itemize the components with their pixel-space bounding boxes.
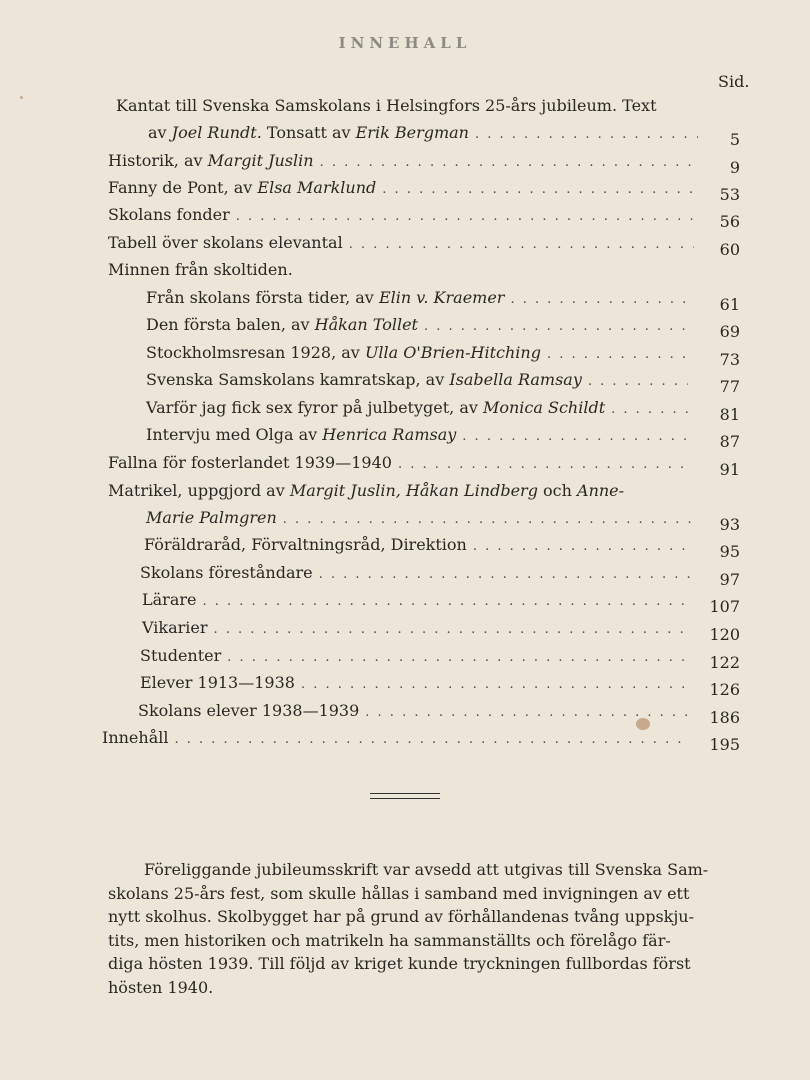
dot-leader <box>473 539 694 554</box>
dot-leader <box>547 347 694 362</box>
toc-entry-text: Från skolans första tider, av <box>146 288 379 307</box>
dot-leader <box>236 209 698 224</box>
toc-entry <box>138 701 694 725</box>
paragraph-line: nytt skolhus. Skolbygget har på grund av förhållandenas tvång uppskju- <box>108 907 695 926</box>
toc-entry-title <box>140 673 295 692</box>
paragraph-line: diga hösten 1939. Till följd av kriget kunde tryckningen fullbordas först <box>108 954 691 973</box>
toc-entry-title <box>108 260 293 279</box>
toc-entry-author: Ulla O'Brien-Hitching <box>364 343 541 362</box>
toc-entry-text: Studenter <box>140 646 222 665</box>
toc-entry-title <box>142 618 208 637</box>
toc-entry <box>108 233 700 257</box>
toc-entry <box>108 260 293 284</box>
toc-entry-title <box>138 701 359 720</box>
toc-entry-text: Historik, av <box>108 151 208 170</box>
toc-entry <box>140 646 694 670</box>
toc-entry <box>116 96 657 120</box>
toc-entry-title <box>146 343 541 362</box>
toc-page-number: 81 <box>719 405 740 424</box>
paragraph-line: tits, men historiken och matrikeln ha sammanställts och förelågo fär- <box>108 930 671 950</box>
toc-page-number: 91 <box>719 460 740 479</box>
toc-entry <box>140 673 694 697</box>
toc-entry <box>108 453 694 477</box>
dot-leader <box>214 622 688 637</box>
toc-entry-text: Stockholmsresan 1928, av <box>146 343 365 362</box>
toc-entry <box>108 205 704 229</box>
toc-entry <box>146 508 700 532</box>
toc-entry <box>102 728 694 752</box>
toc-entry-text: Kantat till Svenska Samskolans i Helsingfors 25-års jubileum. Text <box>116 96 657 115</box>
toc-entry-author: Anne- <box>577 481 625 500</box>
dot-leader <box>475 127 698 142</box>
dot-leader <box>588 374 688 389</box>
toc-entry-text: Elever 1913—1938 <box>140 673 295 692</box>
toc-page-number: 61 <box>719 295 740 314</box>
toc-entry <box>148 123 704 147</box>
toc-entry-title <box>146 315 418 334</box>
toc-entry-author: Margit Juslin <box>207 151 314 170</box>
toc-entry-author: Marie Palmgren <box>146 508 277 527</box>
toc-entry-title <box>148 123 469 142</box>
toc-page-number: 69 <box>719 322 740 341</box>
toc-page-number: 93 <box>719 515 740 534</box>
toc-entry-author: Isabella Ramsay <box>449 370 582 389</box>
toc-page-number: 195 <box>709 735 740 754</box>
toc-entry-title <box>108 205 230 224</box>
toc-entry-text: av <box>148 123 172 142</box>
section-divider <box>370 793 440 799</box>
toc-entry-title <box>146 370 582 389</box>
toc-page-number: 73 <box>719 350 740 369</box>
toc-entry-text: Tabell över skolans elevantal <box>108 233 343 252</box>
dot-leader <box>301 677 688 692</box>
toc-page-number: 107 <box>709 597 740 616</box>
toc-entry <box>108 178 704 202</box>
paragraph-line: Föreliggande jubileumsskrift var avsedd att utgivas till Svenska Sam- <box>144 860 709 879</box>
toc-entry-text: Innehåll <box>102 728 169 747</box>
dot-leader <box>283 512 694 527</box>
toc-entry-text: Skolans föreståndare <box>140 563 313 582</box>
toc-entry-author: Erik Bergman <box>355 123 469 142</box>
toc-entry-title <box>108 453 392 472</box>
toc-entry <box>146 398 694 422</box>
toc-entry-author: Monica Schildt <box>482 398 606 417</box>
toc-entry-author: Elin v. Kraemer <box>378 288 505 307</box>
toc-entry-text: Intervju med Olga av <box>146 425 323 444</box>
toc-entry-title <box>146 398 605 417</box>
toc-entry-title <box>146 425 456 444</box>
paragraph-line: hösten 1940. <box>108 977 214 997</box>
toc-page-number: 77 <box>719 377 740 396</box>
paragraph-line: skolans 25-års fest, som skulle hållas i samband med invigningen av ett <box>108 883 690 903</box>
toc-entry-title <box>142 590 196 609</box>
dot-leader <box>510 292 694 307</box>
paper-stain <box>636 718 650 730</box>
toc-page-number: 126 <box>709 680 740 699</box>
toc-page-number: 56 <box>719 212 740 231</box>
toc-page-number: 122 <box>709 653 740 672</box>
dot-leader <box>320 155 698 170</box>
toc-entry <box>146 288 700 312</box>
dot-leader <box>227 650 688 665</box>
toc-entry-text: Skolans fonder <box>108 205 230 224</box>
toc-entry-text: Svenska Samskolans kamratskap, av <box>146 370 450 389</box>
toc-page-number: 95 <box>719 542 740 561</box>
toc-entry <box>146 425 694 449</box>
toc-entry <box>140 563 700 587</box>
toc-entry-text: Minnen från skoltiden. <box>108 260 293 279</box>
toc-page-number: 97 <box>719 570 740 589</box>
toc-page-number: 87 <box>719 432 740 451</box>
toc-entry-title <box>108 481 624 500</box>
toc-entry-text: Vikarier <box>142 618 208 637</box>
toc-page-number: 186 <box>709 708 740 727</box>
toc-entry-title <box>146 508 277 527</box>
dot-leader <box>611 402 688 417</box>
toc-entry-title <box>108 178 376 197</box>
toc-entry-title <box>144 535 467 554</box>
dot-leader <box>349 237 694 252</box>
toc-entry-author: Margit Juslin, Håkan Lindberg <box>289 481 538 500</box>
toc-entry-text: Fallna för fosterlandet 1939—1940 <box>108 453 392 472</box>
toc-page-number: 9 <box>729 158 740 177</box>
page-column-label: Sid. <box>718 72 750 91</box>
toc-page-number: 53 <box>719 185 740 204</box>
dot-leader <box>319 567 694 582</box>
toc-entry <box>142 618 694 642</box>
toc-entry <box>146 315 700 339</box>
toc-entry-title <box>140 646 221 665</box>
toc-entry-text: Matrikel, uppgjord av <box>108 481 290 500</box>
dot-leader <box>424 319 694 334</box>
toc-entry-title <box>102 728 168 747</box>
toc-entry-author: Henrica Ramsay <box>322 425 457 444</box>
dot-leader <box>398 457 688 472</box>
toc-entry-text: Den första balen, av <box>146 315 315 334</box>
toc-entry-title <box>108 233 343 252</box>
paper-stain <box>20 96 23 99</box>
toc-page-number: 5 <box>729 130 740 149</box>
toc-page-number: 120 <box>709 625 740 644</box>
toc-page-number: 60 <box>719 240 740 259</box>
toc-entry <box>108 481 624 505</box>
toc-entry-author: Joel Rundt. <box>171 123 262 142</box>
toc-entry-text: och <box>537 481 578 500</box>
dot-leader <box>174 732 688 747</box>
toc-entry-title <box>140 563 313 582</box>
toc-entry-title <box>116 96 657 115</box>
toc-entry <box>142 590 694 614</box>
dot-leader <box>382 182 698 197</box>
toc-entry-author: Elsa Marklund <box>257 178 377 197</box>
page-heading: INNEHALL <box>338 34 472 52</box>
toc-entry-title <box>146 288 504 307</box>
toc-entry-title <box>108 151 314 170</box>
dot-leader <box>202 594 688 609</box>
toc-entry <box>108 151 704 175</box>
toc-entry-text: Fanny de Pont, av <box>108 178 258 197</box>
toc-entry <box>146 370 694 394</box>
dot-leader <box>462 429 688 444</box>
toc-entry <box>144 535 700 559</box>
toc-entry-text: Tonsatt av <box>261 123 356 142</box>
toc-entry <box>146 343 700 367</box>
toc-entry-author: Håkan Tollet <box>314 315 418 334</box>
toc-entry-text: Varför jag fick sex fyror på julbetyget, av <box>146 398 483 417</box>
foreword-paragraph <box>108 858 733 999</box>
toc-entry-text: Skolans elever 1938—1939 <box>138 701 360 720</box>
toc-entry-text: Lärare <box>142 590 197 609</box>
toc-entry-text: Föräldraråd, Förvaltningsråd, Direktion <box>144 535 467 554</box>
